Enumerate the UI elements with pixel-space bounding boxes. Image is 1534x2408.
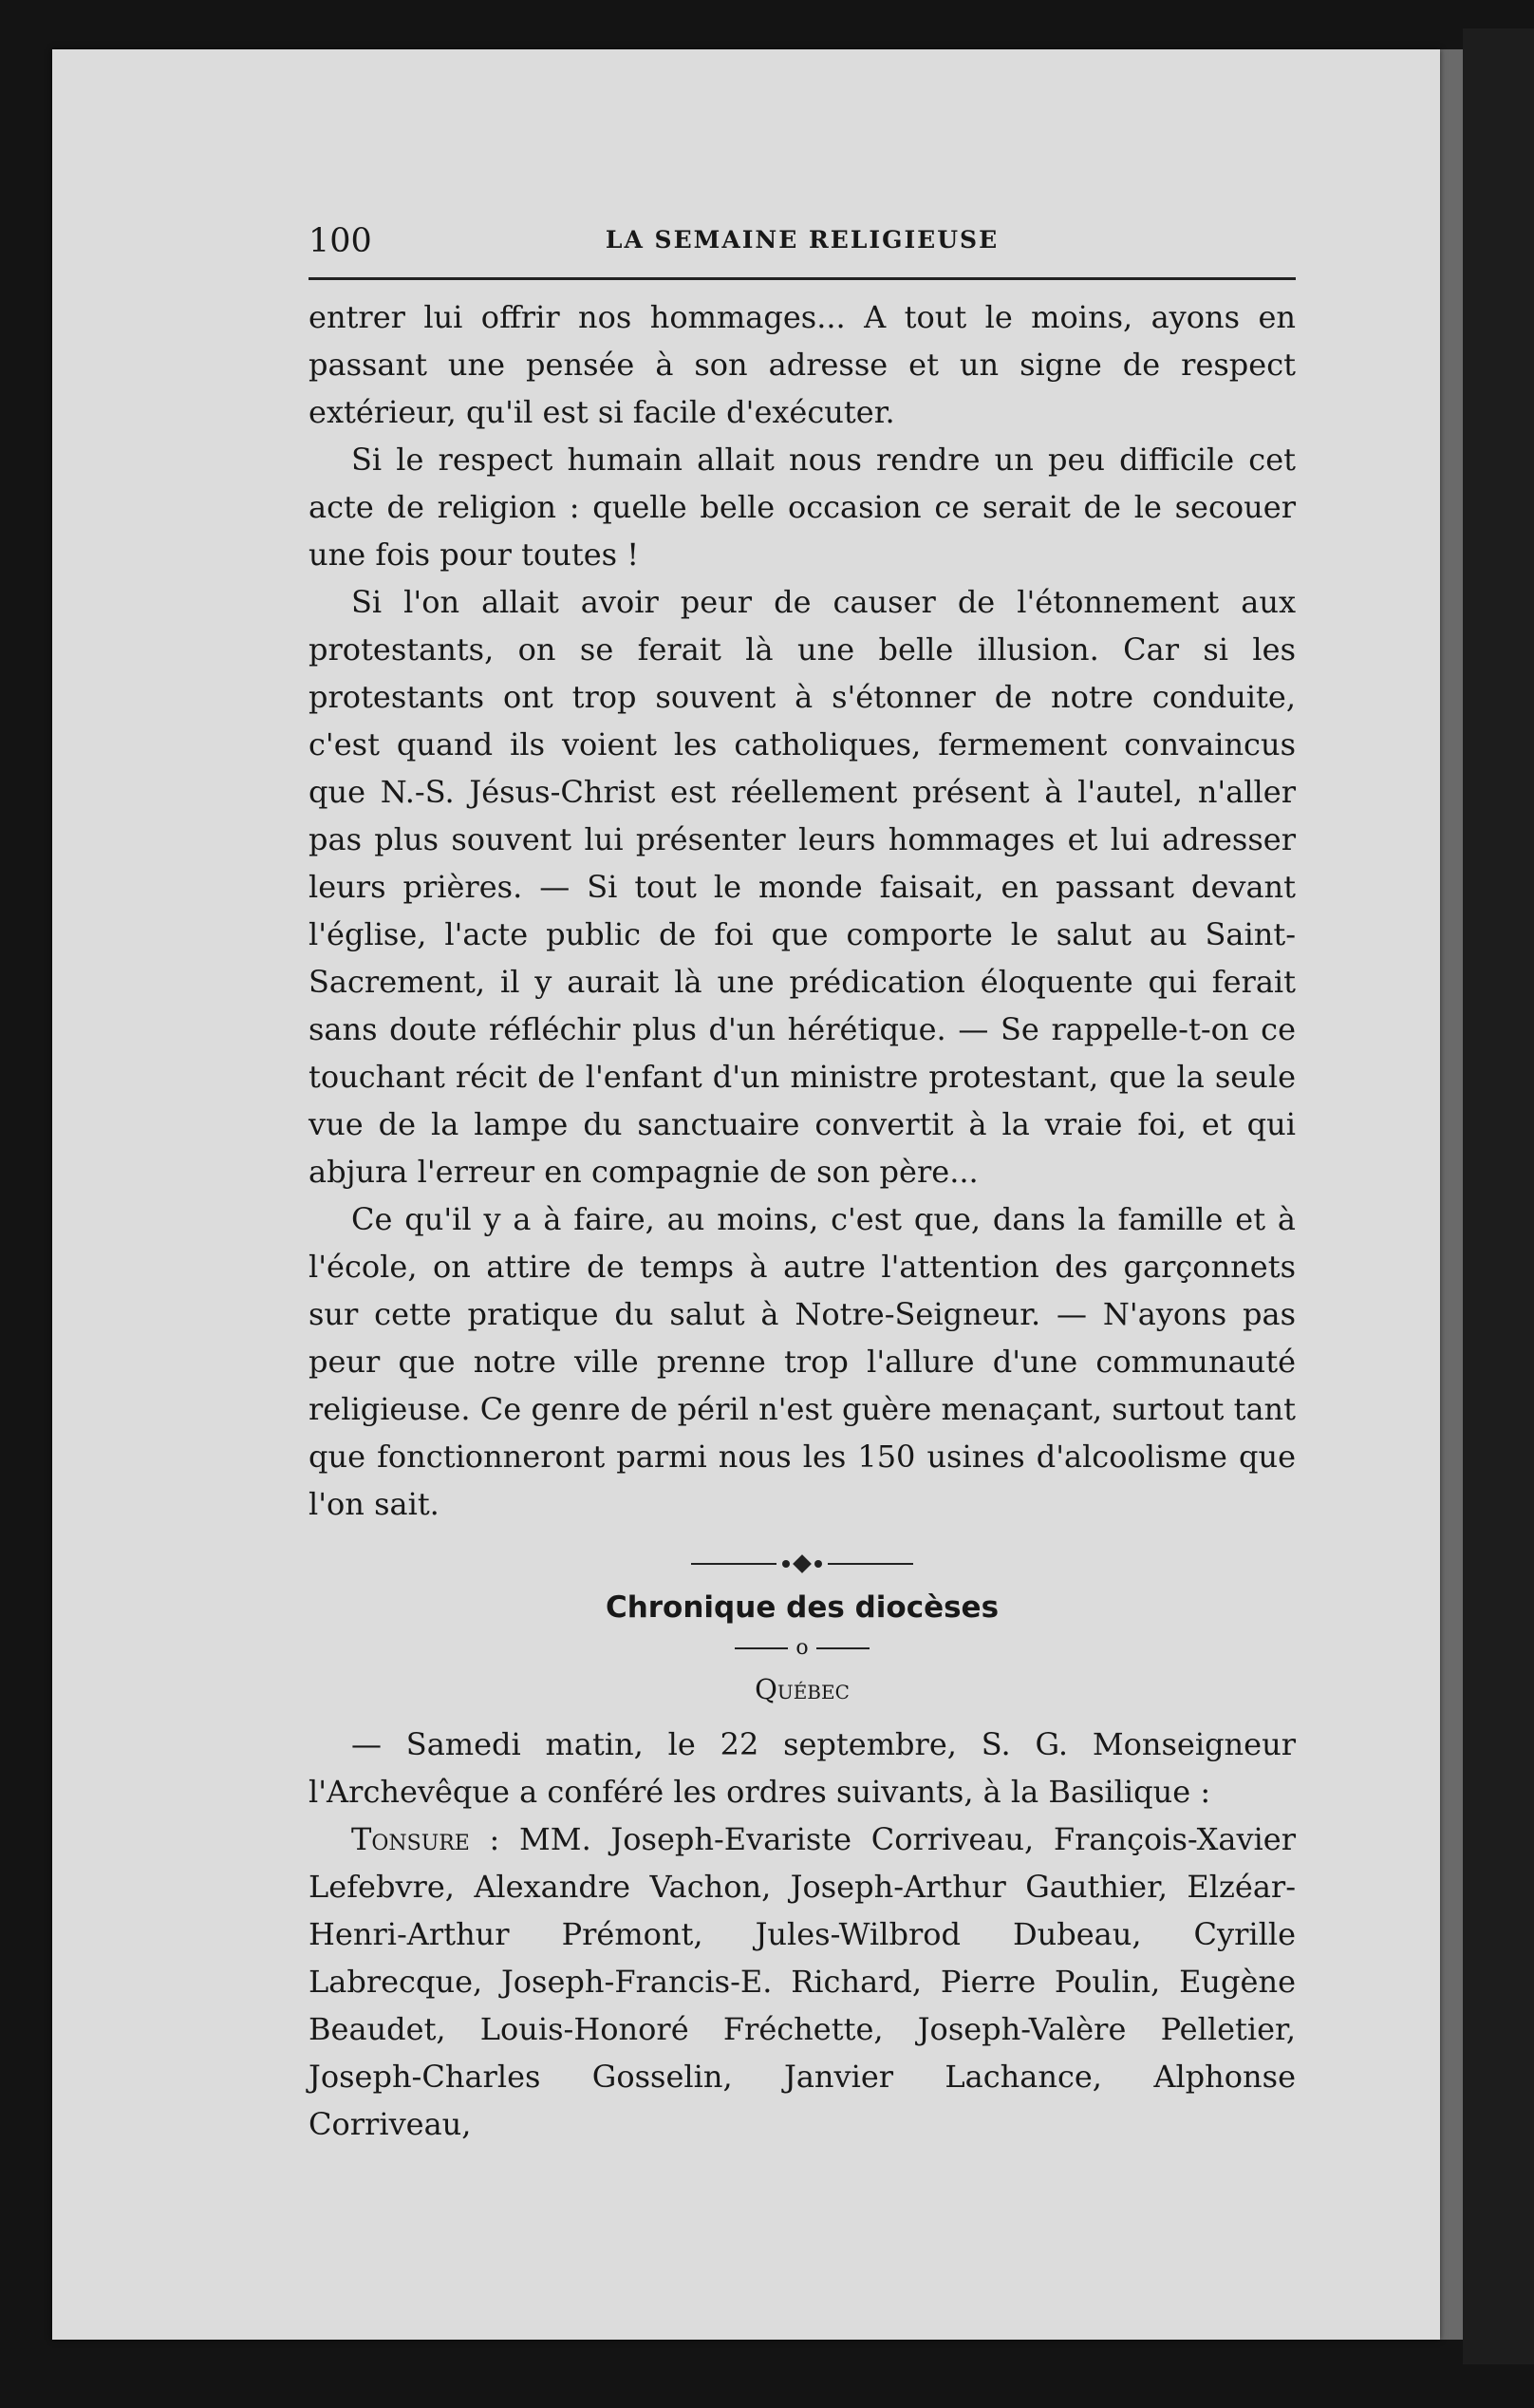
ornament-diamond — [793, 1554, 812, 1573]
ornament-divider — [309, 1554, 1296, 1573]
paragraph-4: Ce qu'il y a à faire, au moins, c'est que, dans la famille et à l'école, on attire de temps à autre l'attention des garçonnets sur cette pratique du salut à Notre-Seigneur. — N'ayons pas peur que notre ville prenne trop l'allure d'une communauté religieuse. Ce genre de péril n'est guère menaçant, surtout tant que fonctionneront parmi nous les 150 usines d'alcoolisme que l'on sait. — [309, 1201, 1296, 1522]
page-number: 100 — [309, 222, 372, 260]
diocese-title: Québec — [755, 1673, 850, 1705]
tonsure-label: Tonsure : — [351, 1821, 500, 1857]
paragraph-3: Si l'on allait avoir peur de causer de l'étonnement aux protestants, on se ferait là une belle illusion. Car si les protestants ont trop souvent à s'étonner de notre conduite, c'est quand ils voient les catholiques, fermement convaincus que N.-S. Jésus-Christ est réellement présent à l'autel, n'aller pas plus souvent lui présenter leurs hommages et lui adresser leurs prières. — Si tout le monde faisait, en passant devant l'église, l'acte public de foi que comporte le salut au Saint-Sacrement, il y aurait là une prédication éloquente qui ferait sans doute réfléchir plus d'un hérétique. — Se rappelle-t-on ce touchant récit de l'enfant d'un ministre protestant, que la seule vue de la lampe du sanctuaire convertit à la vraie foi, et qui abjura l'erreur en compagnie de son père... — [309, 584, 1296, 1190]
running-head — [309, 215, 1296, 270]
small-separator — [309, 1636, 1296, 1660]
header-rule — [309, 277, 1296, 280]
page-content — [309, 215, 1296, 2148]
page-edge — [1440, 49, 1463, 2340]
ornament-dot-left — [782, 1560, 790, 1568]
separator-line-right — [816, 1647, 870, 1649]
paragraph-1: entrer lui offrir nos hommages... A tout le moins, ayons en passant une pensée à son adresse et un signe de respect extérieur, qu'il est si facile d'exécuter. — [309, 299, 1296, 430]
tonsure-paragraph — [309, 1815, 1296, 2148]
adjacent-page-edge — [1463, 28, 1534, 2364]
ornament-dot-right — [814, 1560, 822, 1568]
ordination-intro: — Samedi matin, le 22 septembre, S. G. Monseigneur l'Archevêque a conféré les ordres suivants, à la Basilique : — [309, 1726, 1296, 1810]
section-title: Chronique des diocèses — [605, 1590, 1000, 1625]
tonsure-names: MM. Joseph-Evariste Corriveau, François-Xavier Lefebvre, Alexandre Vachon, Joseph-Arthur Gauthier, Elzéar-Henri-Arthur Prémont, Jules-Wilbrod Dubeau, Cyrille Labrecque, Joseph-Francis-E. Richard, Pierre Poulin, Eugène Beaudet, Louis-Honoré Fréchette, Joseph-Valère Pelletier, Joseph-Charles Gosselin, Janvier Lachance, Alphonse Corriveau, — [309, 1821, 1296, 2142]
paragraph-2: Si le respect humain allait nous rendre un peu difficile cet acte de religion : quelle belle occasion ce serait de le secouer une fois pour toutes ! — [309, 442, 1296, 573]
separator-line-left — [735, 1647, 788, 1649]
ornament-line-left — [691, 1563, 776, 1565]
separator-mark: o — [795, 1636, 809, 1660]
ornament-line-right — [828, 1563, 913, 1565]
running-title: LA SEMAINE RELIGIEUSE — [605, 226, 1000, 254]
